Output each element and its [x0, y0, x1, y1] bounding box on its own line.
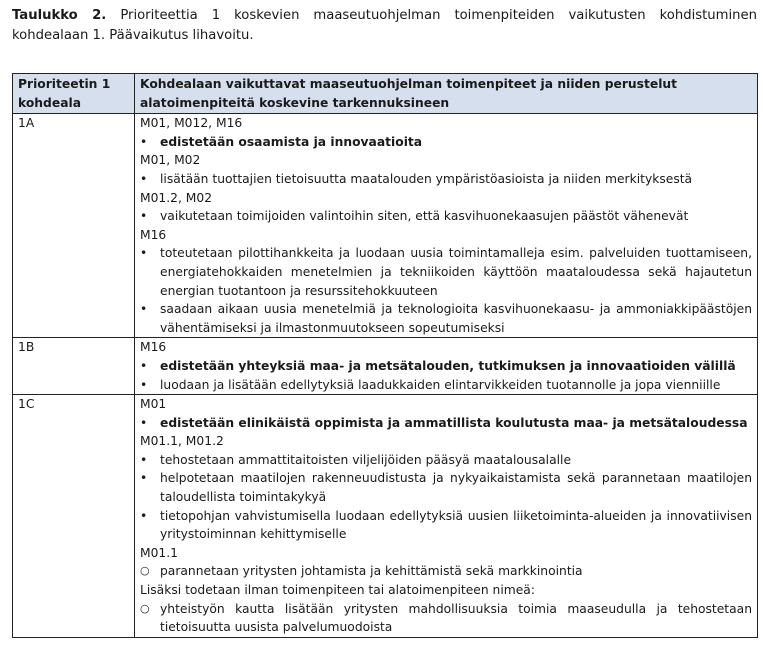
bullet-icon: • — [140, 358, 148, 373]
list-item-text: yhteistyön kautta lisätään yritysten mahdollisuuksia toimia maaseudulla ja tehostetaan tietoisuutta uusista palvelumuodoista — [160, 601, 752, 635]
bullet-icon: • — [140, 471, 148, 486]
list-item-text: tietopohjan vahvistumisella luodaan edellytyksiä uusien liiketoiminta-alueiden ja innovatiivisen yritystoiminnan kehittymiselle — [160, 508, 752, 542]
bullet-icon: • — [140, 377, 148, 392]
list-item-text: helpotetaan maatilojen rakenneuudistusta ja nykyaikaistamista sekä parannetaan maatilojen taloudellista toimintakykyä — [160, 471, 752, 505]
bullet-icon: • — [140, 415, 148, 430]
list-item-text: tehostetaan ammattitaitoisten viljelijöiden pääsyä maatalousalalle — [160, 452, 572, 467]
bullet-icon: • — [140, 171, 148, 186]
measure-code-line: M01 — [140, 397, 167, 412]
list-item — [140, 244, 752, 300]
table-row — [13, 395, 758, 638]
list-item — [140, 357, 752, 376]
list-item — [140, 451, 752, 470]
measures-cell — [135, 395, 758, 638]
measures-cell — [135, 338, 758, 395]
table-header-row — [13, 74, 758, 114]
circle-bullet-icon: ○ — [140, 564, 150, 578]
list-item — [140, 507, 752, 544]
list-item — [140, 376, 752, 395]
list-item-text: edistetään osaamista ja innovaatioita — [160, 134, 423, 149]
measure-code-line: M01, M012, M16 — [140, 116, 243, 131]
bullet-icon: • — [140, 246, 148, 261]
priority-area-cell: 1C — [13, 395, 135, 638]
list-item-text: edistetään elinikäistä oppimista ja ammatillista koulutusta maa- ja metsätaloudessa — [160, 415, 748, 430]
measure-code-line: M01.2, M02 — [140, 190, 213, 205]
list-item-text: saadaan aikaan uusia menetelmiä ja teknologioita kasvihuonekaasu- ja ammoniakkipäästöjen vähentämiseksi ja ilmastonmuutokseen sopeutumiseksi — [160, 302, 752, 335]
priority-area-cell: 1B — [13, 338, 135, 395]
table-row — [13, 338, 758, 395]
table-row — [13, 114, 758, 338]
measure-code-line: M01.1, M01.2 — [140, 434, 224, 449]
measure-code-line: M01, M02 — [140, 153, 201, 168]
bullet-icon: • — [140, 452, 148, 467]
header-measures: Kohdealaan vaikuttavat maaseutuohjelman toimenpiteet ja niiden perustelut alatoimenpiteitä koskevine tarkennuksineen — [135, 74, 758, 114]
header-priority-area: Prioriteetin 1 kohdeala — [13, 74, 135, 114]
list-item-text: luodaan ja lisätään edellytyksiä laadukkaiden elintarvikkeiden tuotannolle ja jopa vienniille — [160, 377, 721, 392]
list-item-text: lisätään tuottajien tietoisuutta maatalouden ympäristöasioista ja niiden merkityksestä — [160, 171, 693, 186]
list-item — [140, 600, 752, 637]
list-item-text: edistetään yhteyksiä maa- ja metsätalouden, tutkimuksen ja innovaatioiden välillä — [160, 358, 736, 373]
list-item-text: parannetaan yritysten johtamista ja kehittämistä sekä markkinointia — [160, 564, 583, 579]
caption-text: Prioriteettia 1 koskevien maaseutuohjelman toimenpiteiden vaikutusten kohdistuminen kohdealaan 1. Päävaikutus lihavoitu. — [12, 8, 758, 43]
priority-area-cell: 1A — [13, 114, 135, 338]
measure-code-line: M01.1 — [140, 545, 178, 560]
bullet-icon: • — [140, 508, 148, 523]
measure-code-line: M16 — [140, 227, 167, 242]
bullet-icon: • — [140, 302, 148, 317]
bullet-icon: • — [140, 209, 148, 224]
list-item — [140, 562, 752, 581]
list-item — [140, 170, 752, 189]
measures-table — [12, 73, 758, 638]
list-item — [140, 300, 752, 337]
list-item-text: vaikutetaan toimijoiden valintoihin siten, että kasvihuonekaasujen päästöt vähenevät — [160, 209, 689, 224]
list-item — [140, 207, 752, 226]
table-caption — [12, 6, 757, 46]
circle-bullet-icon: ○ — [140, 601, 150, 615]
caption-label: Taulukko 2. — [12, 8, 107, 23]
list-item-text: toteutetaan pilottihankkeita ja luodaan uusia toimintamalleja esim. palveluiden tuottamiseen, energiatehokkaiden menetelmien ja tekniikoiden käyttöön maataloudessa sekä hajautetun energian tuotantoon ja resurssitehokkuuteen — [160, 246, 752, 298]
bullet-icon: • — [140, 134, 148, 149]
measures-cell — [135, 114, 758, 338]
measure-code-line: Lisäksi todetaan ilman toimenpiteen tai alatoimenpiteen nimeä: — [140, 583, 535, 598]
list-item — [140, 414, 752, 433]
measure-code-line: M16 — [140, 340, 167, 355]
list-item — [140, 469, 752, 506]
list-item — [140, 133, 752, 152]
